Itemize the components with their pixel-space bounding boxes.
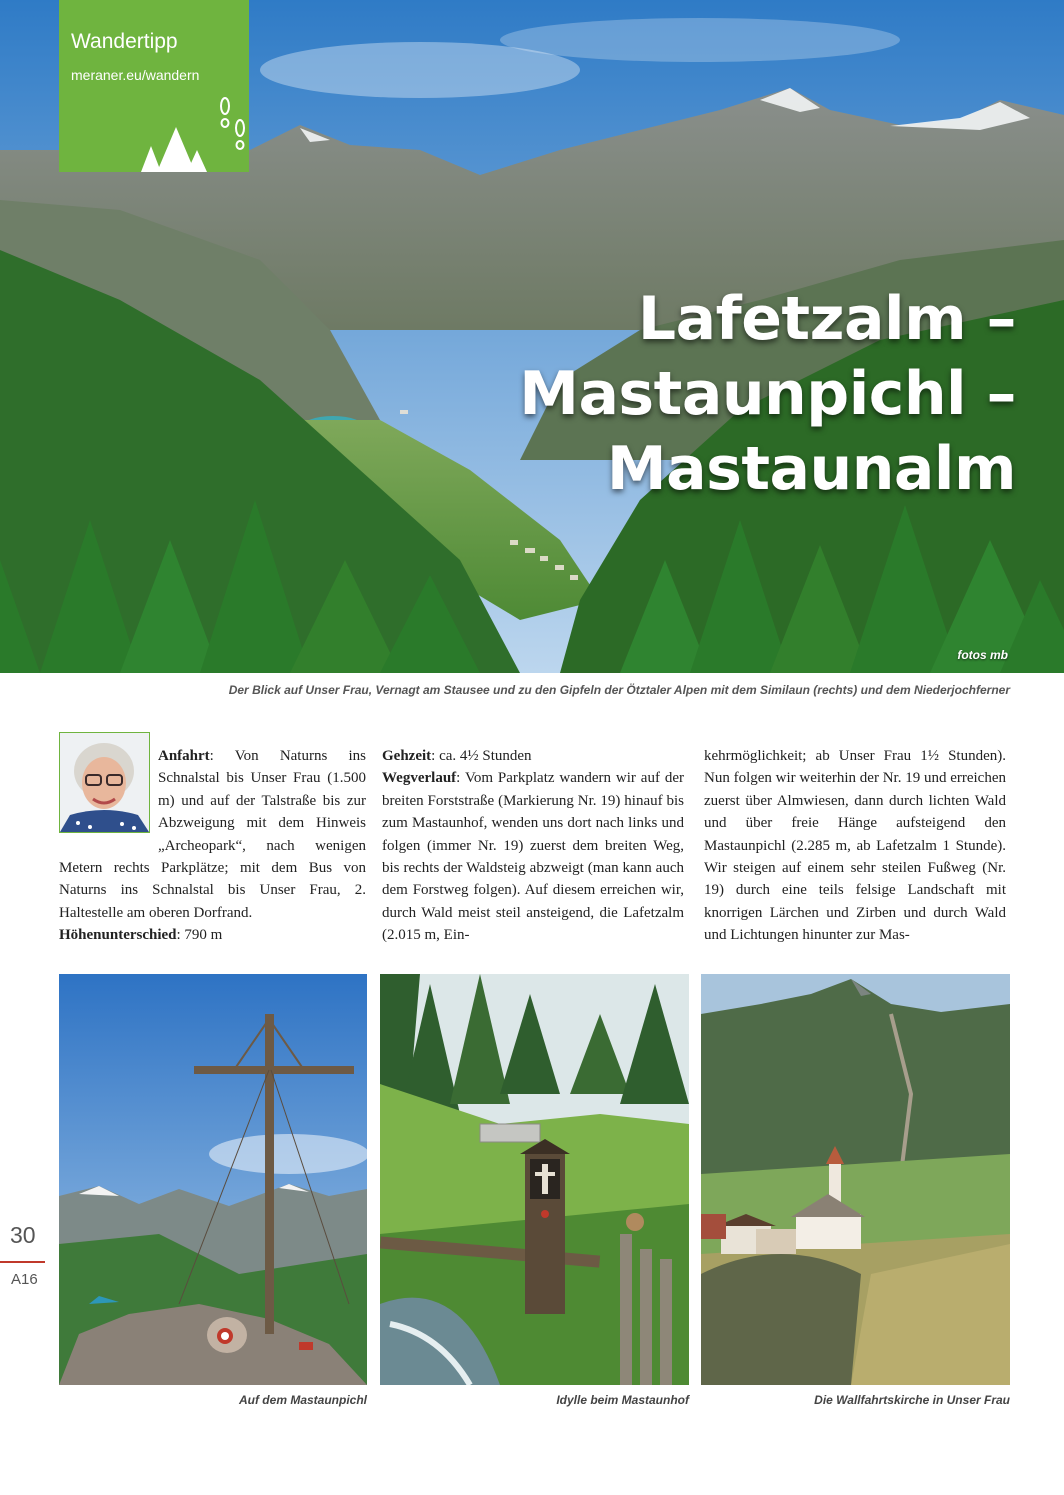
title-line-2: Mastaunpichl – xyxy=(519,359,1016,429)
section-tag xyxy=(59,0,249,172)
photo-credit: fotos mb xyxy=(957,648,1008,662)
wayside-shrine-illustration xyxy=(380,974,689,1385)
text-column-2 xyxy=(382,745,684,947)
title-line-3: Mastaunalm xyxy=(606,434,1016,504)
photo-caption-2: Idylle beim Mastaunhof xyxy=(556,1393,689,1407)
label-hoehenunterschied: Höhenunterschied xyxy=(59,927,177,944)
section-tag-url: meraner.eu/wandern xyxy=(71,67,200,83)
label-anfahrt: Anfahrt xyxy=(158,748,210,764)
paragraph-wegverlauf: Wegverlauf: Vom Parkplatz wandern wir auf der breiten Forststraße (Markierung Nr. 19) hinauf bis zum Mastaunhof, wenden uns dort nach links und folgen (immer Nr. 19) zuerst dem breiten Weg, bis rechts der Waldsteig abzweigt (man kann auch dem Forstweg folgen). Auf diesem erreichen wir, durch Wald meist steil ansteigend, die Lafetzalm (2.015 m, Ein- xyxy=(382,770,684,944)
text-wegverlauf-part-1: Vom Parkplatz wandern wir auf der breiten Forststraße (Markierung Nr. 19) hinauf bis zum Mastaunhof, wenden uns dort nach links und folgen (immer Nr. 19) zuerst dem breiten Weg, bis rechts der Waldsteig abzweigt (man kann auch dem Forstweg folgen). Auf diesem erreichen wir, durch Wald meist steil ansteigend, die Lafetzalm (2.015 m, Ein- xyxy=(382,770,684,944)
label-gehzeit: Gehzeit xyxy=(382,748,432,764)
photo-pilgrimage-church xyxy=(701,974,1010,1385)
pilgrimage-church-illustration xyxy=(701,974,1010,1385)
photo-wayside-shrine xyxy=(380,974,689,1385)
title-line-1: Lafetzalm – xyxy=(637,284,1016,354)
paragraph-hoehenunterschied xyxy=(59,924,366,946)
text-anfahrt: : Von Naturns ins Schnalstal bis Unser Frau (1.500 m) und auf der Talstraße bis zur Abzweigung mit dem Hinweis „Archeopark“, nach wenigen Metern rechts Parkplätze; mit dem Bus von Naturns ins Schnalstal bis Unser Frau, 2. Haltestelle am oberen Dorfrand. xyxy=(59,748,366,921)
page-number: 30 xyxy=(10,1222,36,1248)
text-column-1 xyxy=(59,745,366,947)
text-gehzeit: : ca. 4½ Stunden xyxy=(431,748,532,764)
photo-caption-1: Auf dem Mastaunpichl xyxy=(238,1393,367,1407)
text-wegverlauf-part-2: kehrmöglichkeit; ab Unser Frau 1½ Stunden). Nun folgen wir weiterhin der Nr. 19 und erreichen zuerst über Almwiesen, dann durch lichten Wald und über freie Hänge aufsteigend den Mastaunpichl (2.285 m, ab Lafetzalm 1 Stunde). Wir steigen auf einem sehr steilen Fußweg (Nr. 19) durch eine teils felsige Landschaft mit knorrigen Lärchen und Zirben und durch Wald und Lichtungen hinunter zur Mas- xyxy=(704,748,1006,944)
summit-cross-illustration xyxy=(59,974,367,1385)
text-hoehenunterschied: : 790 m xyxy=(176,927,223,944)
paragraph-gehzeit xyxy=(382,745,684,767)
page-number-rule xyxy=(0,1261,45,1263)
page-code: A16 xyxy=(11,1271,38,1288)
photo-summit-cross xyxy=(59,974,367,1385)
article-title xyxy=(519,282,1016,507)
label-wegverlauf: Wegverlauf xyxy=(382,770,457,787)
trees-footprints-icon xyxy=(59,0,249,172)
hero-caption: Der Blick auf Unser Frau, Vernagt am Stausee und zu den Gipfeln der Ötztaler Alpen mit dem Similaun (rechts) und dem Niederjochferner xyxy=(228,683,1010,697)
section-tag-title: Wandertipp xyxy=(71,30,178,53)
photo-caption-3: Die Wallfahrtskirche in Unser Frau xyxy=(814,1393,1010,1407)
text-column-3 xyxy=(704,745,1006,947)
